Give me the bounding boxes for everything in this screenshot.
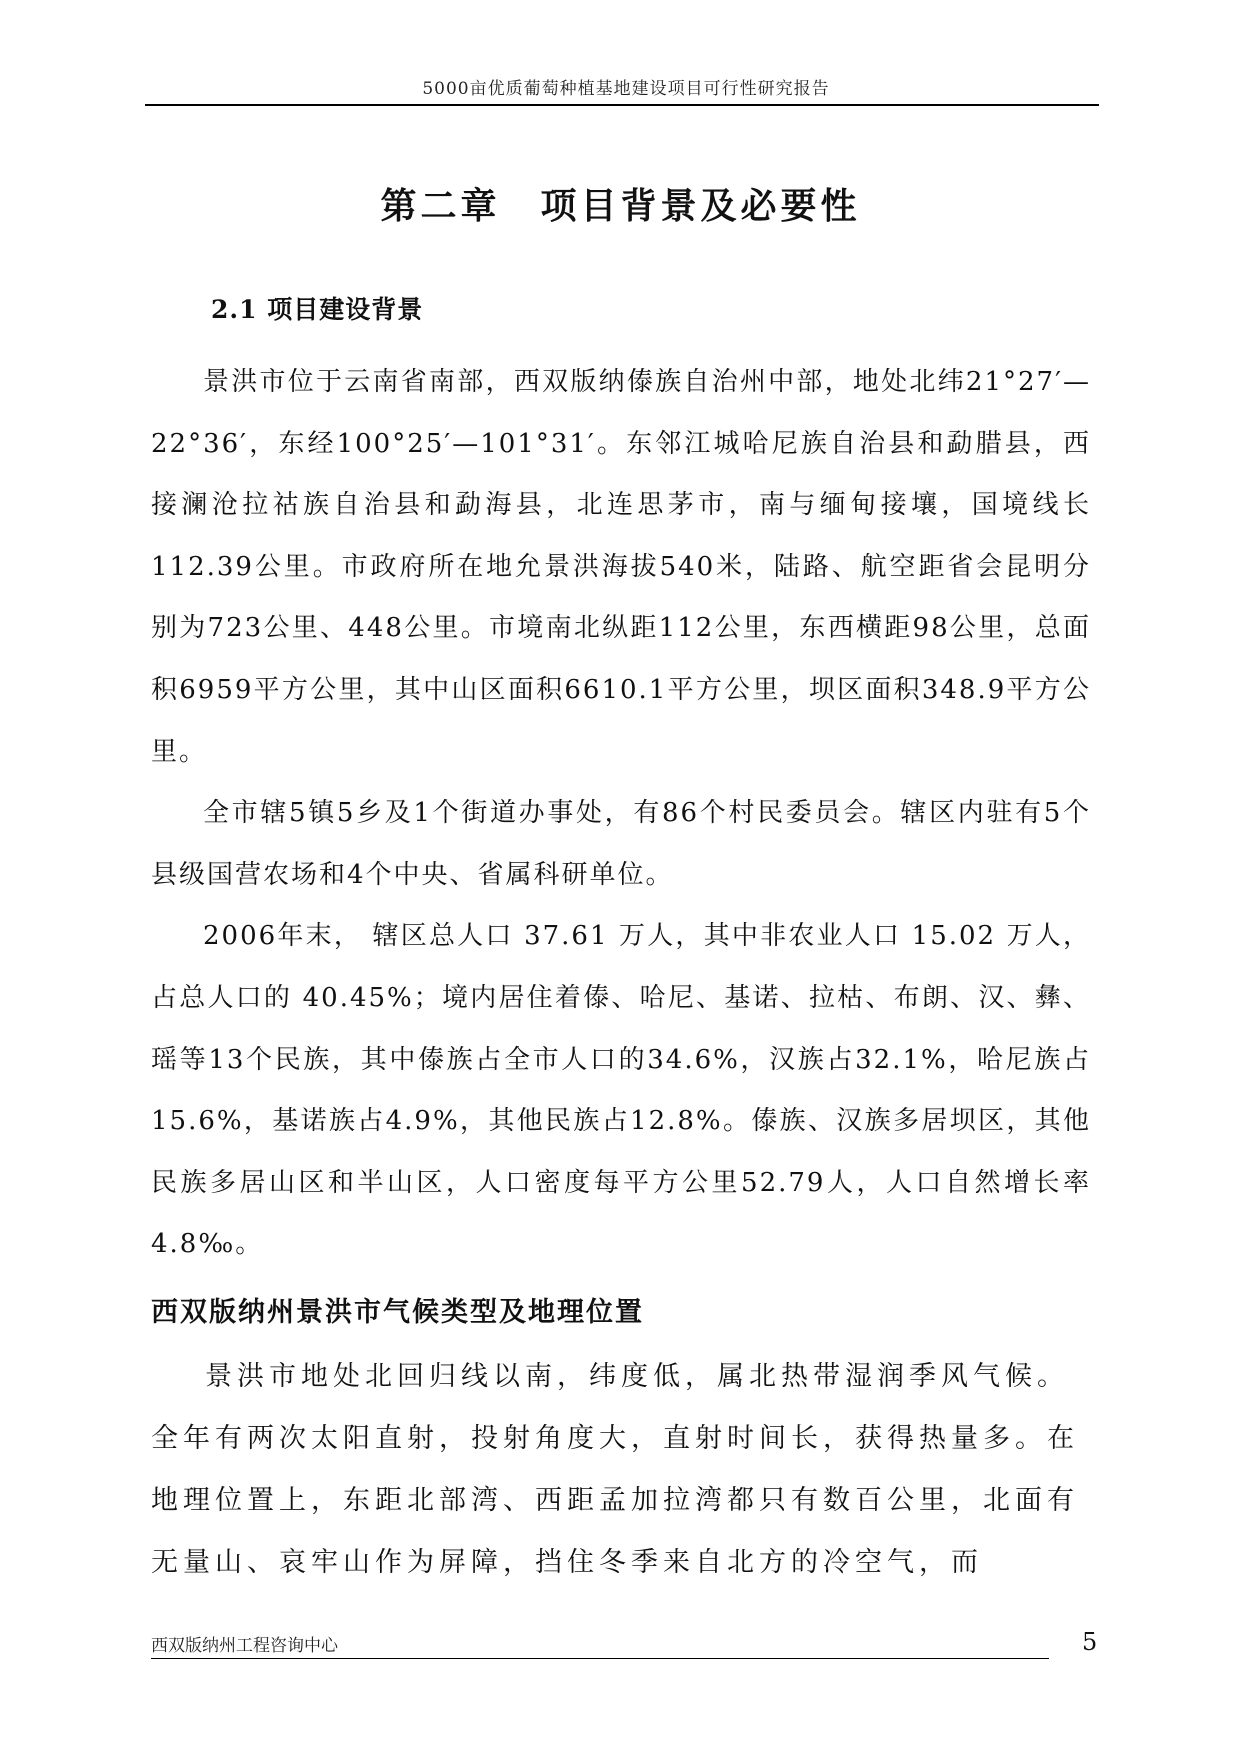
chapter-title: 第二章 项目背景及必要性 [380,185,861,227]
footer-organization: 西双版纳州工程咨询中心 [151,1636,338,1656]
paragraph-location: 景洪市位于云南省南部，西双版纳傣族自治州中部，地处北纬21°27′—22°36′，东经100°25′—101°31′。东邻江城哈尼族自治县和勐腊县，西接澜沧拉祜族自治县和勐海县，北连思茅市，南与缅甸接壤，国境线长112.39公里。市政府所在地允景洪海拔540米，陆路、航空距省会昆明分别为723公里、448公里。市境南北纵距112公里，东西横距98公里，总面积6959平方公里，其中山区面积6610.1平方公里，坝区面积348.9平方公里。 [151,367,1091,767]
header-rule [145,104,1099,106]
footer-rule [151,1658,1049,1659]
section-heading: 2.1 项目建设背景 [211,295,424,324]
paragraph-climate: 景洪市地处北回归线以南，纬度低，属北热带湿润季风气候。全年有两次太阳直射，投射角度大，直射时间长，获得热量多。在地理位置上，东距北部湾、西距孟加拉湾都只有数百公里，北面有无量山、哀牢山作为屏障，挡住冬季来自北方的冷空气，而 [151,1361,1079,1578]
subsection-heading: 西双版纳州景洪市气候类型及地理位置 [151,1297,644,1328]
paragraph-population: 2006年末， 辖区总人口 37.61 万人，其中非农业人口 15.02 万人，占总人口的 40.45%；境内居住着傣、哈尼、基诺、拉枯、布朗、汉、彝、瑶等13个民族，其中傣族占全市人口的34.6%，汉族占32.1%，哈尼族占15.6%，基诺族占4.9%，其他民族占12.8%。傣族、汉族多居坝区，其他民族多居山区和半山区，人口密度每平方公里52.79人，人口自然增长率4.8‰。 [151,921,1091,1260]
subsection-body [151,1346,1091,1594]
paragraph-administration: 全市辖5镇5乡及1个街道办事处，有86个村民委员会。辖区内驻有5个县级国营农场和4个中央、省属科研单位。 [151,798,1091,890]
section-body [151,352,1091,1276]
page-number: 5 [1082,1628,1098,1656]
running-header: 5000亩优质葡萄种植基地建设项目可行性研究报告 [422,79,830,99]
